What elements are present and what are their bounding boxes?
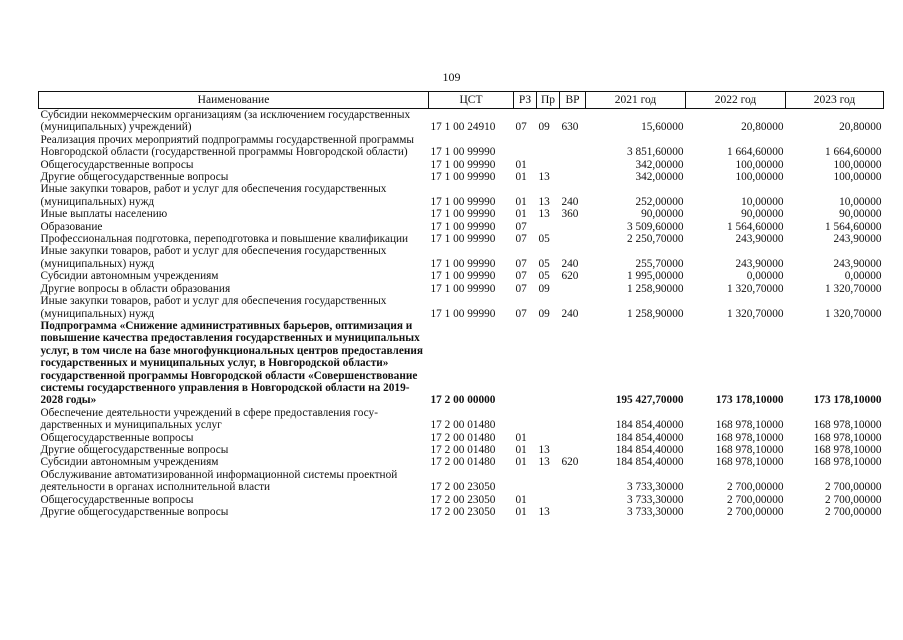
cell-code: 17 1 00 99990: [430, 146, 496, 159]
cell-2022: 1 320,70000: [727, 282, 784, 295]
table-row: [39, 494, 884, 506]
table-row: [39, 159, 884, 171]
cell-2021: 342,00000: [635, 158, 684, 171]
table-row: [39, 221, 884, 233]
cell-2023: 173 178,10000: [813, 394, 882, 407]
cell-2021: 3 509,60000: [627, 220, 684, 233]
cell-vr: 240: [561, 307, 579, 320]
cell-2023: 100,00000: [833, 171, 882, 184]
cell-vr: [560, 494, 586, 506]
cell-2021: 195 427,70000: [615, 394, 684, 407]
cell-2021: 255,70000: [635, 257, 684, 270]
cell-name: Субсидии автономным учреждениям: [40, 270, 219, 283]
page-number: 109: [442, 70, 461, 84]
cell-code: 17 2 00 00000: [430, 394, 496, 407]
table-row: [39, 270, 884, 282]
cell-2023: 168 978,10000: [813, 443, 882, 456]
table-row: [39, 444, 884, 456]
cell-2022: 20,80000: [741, 121, 784, 134]
cell-name: Субсидии некоммерческим организациям (за исключением государственных (муниципальных) учреждений): [40, 109, 411, 134]
cell-pr: [537, 432, 560, 444]
cell-2022: 1 564,60000: [727, 220, 784, 233]
header-pr: Пр: [537, 92, 560, 109]
cell-code: 17 1 00 99990: [430, 195, 496, 208]
cell-code: 17 1 00 24910: [430, 121, 496, 134]
cell-name: Общегосударственные вопросы: [40, 493, 194, 506]
cell-2021: 3 733,30000: [627, 506, 684, 518]
cell-name: Другие общегосударственные вопросы: [40, 171, 229, 184]
cell-2022: 243,90000: [735, 257, 784, 270]
cell-2021: 184 854,40000: [615, 443, 684, 456]
cell-name: Субсидии автономным учреждениям: [40, 456, 219, 469]
cell-rz: 07: [515, 220, 527, 233]
cell-vr: [560, 221, 586, 233]
table-row: [39, 456, 884, 468]
table-row: [39, 283, 884, 295]
cell-2023: 2 700,00000: [825, 493, 882, 506]
cell-vr: 360: [561, 208, 579, 221]
cell-rz: 07: [515, 307, 527, 320]
cell-2021: 252,00000: [635, 195, 684, 208]
cell-2023: 1 664,60000: [825, 146, 882, 159]
cell-vr: [560, 134, 586, 159]
table-row: [39, 233, 884, 245]
cell-rz: 01: [515, 158, 527, 171]
cell-rz: 01: [515, 208, 527, 221]
cell-2023: 90,00000: [839, 208, 882, 221]
cell-code: 17 1 00 99990: [430, 307, 496, 320]
table-row: [39, 295, 884, 320]
cell-name: Профессиональная подготовка, переподготовка и повышение квалификации: [40, 233, 409, 246]
cell-vr: 620: [561, 456, 579, 469]
cell-pr: 05: [538, 270, 550, 283]
cell-2023: 1 320,70000: [825, 307, 882, 320]
cell-rz: 01: [515, 506, 527, 518]
cell-pr: [537, 494, 560, 506]
cell-2023: 10,00000: [839, 195, 882, 208]
cell-2022: 173 178,10000: [715, 394, 784, 407]
table-row: [39, 432, 884, 444]
cell-name: Подпрограмма «Снижение административных барьеров, оптимизация и повышение качества предоставления государственных и муниципальных услуг, в том числе на базе многофункциональных центров предоставления государственных и муниципальных услуг, в Новгородской области» государственной программы Новгородской области «Совершенствование системы государственного управления в Новгородской области на 2019-2028 годы»: [40, 319, 423, 407]
cell-2022: 0,00000: [746, 270, 784, 283]
cell-2021: 1 258,90000: [627, 307, 684, 320]
cell-pr: 13: [538, 195, 550, 208]
cell-2022: 1 664,60000: [727, 146, 784, 159]
cell-vr: [560, 444, 586, 456]
cell-vr: 240: [561, 195, 579, 208]
cell-2023: 2 700,00000: [825, 481, 882, 494]
cell-code: 17 1 00 99990: [430, 282, 496, 295]
cell-rz: 01: [515, 443, 527, 456]
cell-2023: 2 700,00000: [825, 506, 882, 518]
cell-code: 17 1 00 99990: [430, 233, 496, 246]
cell-pr: 13: [538, 443, 550, 456]
budget-table: [38, 91, 884, 518]
cell-pr: 05: [538, 233, 550, 246]
cell-2021: 3 733,30000: [627, 493, 684, 506]
cell-2022: 90,00000: [741, 208, 784, 221]
cell-vr: [560, 320, 586, 407]
cell-rz: 01: [515, 456, 527, 469]
header-name: Наименование: [39, 92, 429, 109]
cell-name: Иные закупки товаров, работ и услуг для обеспечения государственных (муниципальных) нужд: [40, 183, 387, 208]
cell-rz: [514, 407, 537, 432]
cell-vr: [560, 159, 586, 171]
cell-rz: 01: [515, 493, 527, 506]
cell-2021: 1 258,90000: [627, 282, 684, 295]
cell-2022: 2 700,00000: [727, 493, 784, 506]
header-2022: 2022 год: [686, 92, 786, 109]
cell-2023: 0,00000: [844, 270, 882, 283]
cell-code: 17 1 00 99990: [430, 171, 496, 184]
cell-2022: 168 978,10000: [715, 456, 784, 469]
cell-name: Иные закупки товаров, работ и услуг для обеспечения государственных (муниципальных) нужд: [40, 245, 387, 270]
header-vr: ВР: [560, 92, 586, 109]
header-rz: РЗ: [514, 92, 537, 109]
cell-name: Иные закупки товаров, работ и услуг для обеспечения государственных (муниципальных) нужд: [40, 295, 387, 320]
header-2021: 2021 год: [586, 92, 686, 109]
cell-pr: [537, 134, 560, 159]
cell-2022: 100,00000: [735, 158, 784, 171]
cell-2023: 168 978,10000: [813, 456, 882, 469]
cell-2021: 342,00000: [635, 171, 684, 184]
table-row: [39, 171, 884, 183]
table-row: [39, 109, 884, 134]
cell-pr: 05: [538, 257, 550, 270]
cell-code: 17 1 00 99990: [430, 270, 496, 283]
cell-vr: 630: [561, 121, 579, 134]
cell-code: 17 2 00 23050: [430, 493, 496, 506]
table-row: [39, 183, 884, 208]
cell-code: 17 2 00 01480: [430, 419, 496, 432]
cell-code: 17 1 00 99990: [430, 208, 496, 221]
table-row: [39, 469, 884, 494]
cell-2022: 2 700,00000: [727, 481, 784, 494]
cell-2022: 2 700,00000: [727, 506, 784, 518]
cell-pr: [537, 407, 560, 432]
cell-vr: 620: [561, 270, 579, 283]
cell-2021: 2 250,70000: [627, 233, 684, 246]
cell-rz: 01: [515, 195, 527, 208]
table-body: [39, 109, 884, 519]
table-row: [39, 134, 884, 159]
cell-2023: 168 978,10000: [813, 419, 882, 432]
cell-2021: 3 733,30000: [627, 481, 684, 494]
cell-vr: [560, 506, 586, 518]
cell-pr: 13: [538, 506, 550, 518]
cell-pr: [537, 320, 560, 407]
cell-code: 17 1 00 99990: [430, 220, 496, 233]
cell-name: Реализация прочих мероприятий подпрограммы государственной программы Новгородской области (государственной программы Новгородской области): [40, 133, 414, 159]
cell-rz: 07: [515, 270, 527, 283]
cell-name: Другие вопросы в области образования: [40, 282, 231, 295]
cell-rz: [514, 469, 537, 494]
cell-vr: [560, 432, 586, 444]
cell-rz: 07: [515, 233, 527, 246]
cell-pr: 09: [538, 282, 550, 295]
cell-vr: [560, 407, 586, 432]
cell-code: 17 2 00 01480: [430, 431, 496, 444]
cell-rz: 01: [515, 171, 527, 184]
cell-2023: 243,90000: [833, 257, 882, 270]
cell-pr: 13: [538, 208, 550, 221]
cell-2023: 1 564,60000: [825, 220, 882, 233]
cell-pr: 13: [538, 456, 550, 469]
cell-vr: [560, 469, 586, 494]
cell-pr: 13: [538, 171, 550, 184]
cell-name: Общегосударственные вопросы: [40, 431, 194, 444]
cell-name: Другие общегосударственные вопросы: [40, 443, 229, 456]
cell-vr: [560, 171, 586, 183]
cell-rz: 07: [515, 257, 527, 270]
cell-2023: 100,00000: [833, 158, 882, 171]
cell-2023: 243,90000: [833, 233, 882, 246]
cell-2021: 184 854,40000: [615, 419, 684, 432]
cell-name: Обслуживание автоматизированной информационной системы проектной деятельности в органах исполнительной власти: [40, 468, 398, 494]
cell-pr: [537, 159, 560, 171]
header-code: ЦСТ: [429, 92, 514, 109]
header-2023: 2023 год: [786, 92, 884, 109]
cell-vr: [560, 233, 586, 245]
cell-name: Общегосударственные вопросы: [40, 158, 194, 171]
cell-vr: 240: [561, 257, 579, 270]
cell-pr: [537, 469, 560, 494]
cell-code: 17 2 00 01480: [430, 443, 496, 456]
cell-2022: 100,00000: [735, 171, 784, 184]
cell-vr: [560, 283, 586, 295]
cell-2021: 184 854,40000: [615, 431, 684, 444]
cell-2023: 20,80000: [839, 121, 882, 134]
cell-code: 17 2 00 23050: [430, 506, 496, 518]
cell-2023: 1 320,70000: [825, 282, 882, 295]
cell-pr: 09: [538, 307, 550, 320]
cell-name: Образование: [40, 220, 103, 233]
cell-pr: [537, 221, 560, 233]
cell-rz: 01: [515, 431, 527, 444]
cell-code: 17 1 00 99990: [430, 158, 496, 171]
cell-rz: 07: [515, 121, 527, 134]
cell-name: Обеспечение деятельности учреждений в сфере предоставления государственных и муниципальных услуг: [40, 406, 378, 432]
cell-2021: 3 851,60000: [627, 146, 684, 159]
cell-2021: 1 995,00000: [627, 270, 684, 283]
cell-pr: 09: [538, 121, 550, 134]
cell-rz: 07: [515, 282, 527, 295]
cell-2022: 10,00000: [741, 195, 784, 208]
table-row: [39, 506, 884, 518]
cell-2022: 168 978,10000: [715, 419, 784, 432]
cell-2022: 168 978,10000: [715, 443, 784, 456]
cell-2021: 15,60000: [641, 121, 684, 134]
cell-2022: 168 978,10000: [715, 431, 784, 444]
cell-rz: [514, 134, 537, 159]
cell-2022: 1 320,70000: [727, 307, 784, 320]
cell-code: 17 2 00 01480: [430, 456, 496, 469]
cell-rz: [514, 320, 537, 407]
table-row: [39, 320, 884, 407]
cell-2023: 168 978,10000: [813, 431, 882, 444]
cell-2022: 243,90000: [735, 233, 784, 246]
table-row: [39, 407, 884, 432]
cell-2021: 184 854,40000: [615, 456, 684, 469]
cell-code: 17 2 00 23050: [430, 481, 496, 494]
cell-name: Другие общегосударственные вопросы: [40, 506, 229, 518]
cell-code: 17 1 00 99990: [430, 257, 496, 270]
cell-2021: 90,00000: [641, 208, 684, 221]
table-header-row: [39, 92, 884, 109]
table-row: [39, 245, 884, 270]
table-row: [39, 208, 884, 220]
cell-name: Иные выплаты населению: [40, 208, 168, 221]
